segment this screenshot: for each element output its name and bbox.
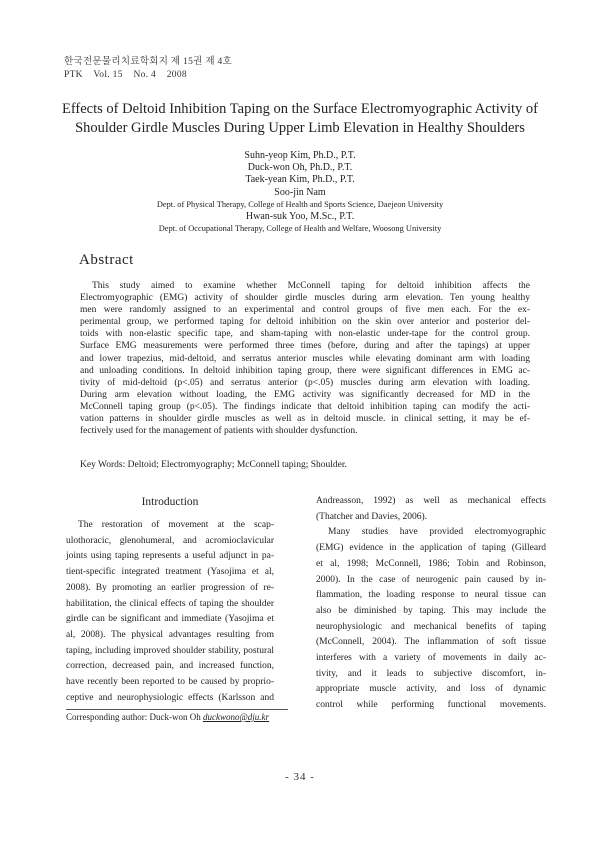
title-line-1: Effects of Deltoid Inhibition Taping on the Surface Electromyographic Activity of bbox=[61, 101, 539, 117]
author-name: Hwan-suk Yoo, M.Sc., P.T. bbox=[245, 211, 355, 223]
abstract-line: toids with non-elastic specific tape, and sham-taping with non-elastic under-tape for the control group. bbox=[80, 329, 530, 340]
author-name: Suhn-yeop Kim, Ph.D., P.T. bbox=[244, 150, 356, 161]
introduction-left-column bbox=[66, 494, 274, 706]
keywords: Key Words: Deltoid; Electromyography; McConnell taping; Shoulder. bbox=[80, 460, 347, 470]
body-line: 2000). In the case of neurogenic pain caused by in- bbox=[316, 574, 546, 585]
abstract-line: tivity of mid-deltoid (p<.05) and serratus anterior (p<.05) muscles during arm elevation with loading. bbox=[80, 377, 530, 388]
body-line: appropriate muscle activity, and loss of dynamic bbox=[316, 684, 546, 695]
corresponding-author-footnote bbox=[66, 712, 269, 722]
abstract-line: vation patterns in shoulder girdle muscles as well as in deltoid muscle. in clinical setting, it may be ef- bbox=[80, 414, 530, 425]
body-line: correction, decreased pain, and increased function, bbox=[66, 661, 274, 672]
body-line: (Thatcher and Davies, 2006). bbox=[316, 511, 428, 522]
abstract-line: During arm elevation without loading, the EMG activity was significantly decreased for MD in the bbox=[80, 389, 530, 400]
corresponding-author-label: Corresponding author: Duck-won Oh bbox=[66, 712, 203, 722]
author-block bbox=[40, 150, 560, 235]
journal-volume-line: PTK Vol. 15 No. 4 2008 bbox=[64, 70, 187, 80]
page-number: - 34 - bbox=[285, 771, 315, 783]
author-email-link[interactable]: duckwono@dju.kr bbox=[202, 712, 270, 722]
article-title bbox=[40, 100, 560, 138]
body-line: tient-specific integrated treatment (Yasojima et al, bbox=[66, 567, 274, 578]
introduction-right-column bbox=[316, 494, 546, 714]
body-line: habilitation, the clinical effects of taping the shoulder bbox=[66, 598, 274, 609]
body-line: The restoration of movement at the scap- bbox=[78, 520, 274, 530]
body-line: girdle can be significant and immediate (Yasojima et bbox=[66, 614, 274, 625]
abstract-line: Electromyographic (EMG) activity of shoulder girdle muscles during arm elevation. Ten young healthy bbox=[80, 293, 530, 304]
body-line: (McConnell, 2004). The inflammation of soft tissue bbox=[316, 637, 546, 648]
body-line: joints using taping represents a useful adjunct in pa- bbox=[66, 551, 274, 562]
author-affiliation: Dept. of Occupational Therapy, College of Health and Welfare, Woosong University bbox=[158, 224, 442, 234]
body-line: tivity, and it leads to subjective discomfort, in- bbox=[316, 668, 546, 679]
abstract-line: fectively used for the management of patients with shoulder dysfunction. bbox=[80, 426, 358, 437]
abstract-line: McConnell taping group (p<.05). The findings indicate that deltoid inhibition taping can modify the acti- bbox=[80, 401, 530, 412]
journal-header bbox=[64, 56, 232, 82]
body-line: also be diminished by taping. This may include the bbox=[316, 605, 546, 616]
body-line: neurophysiologic and mechanical benefits of taping bbox=[316, 621, 546, 632]
abstract-line: perimental group, we performed taping for deltoid inhibition on the skin over anterior and posterior del- bbox=[80, 317, 530, 328]
body-line: 2008). By promoting an earlier progression of re- bbox=[66, 582, 274, 593]
abstract-line: and unloading conditions. In deltoid inhibition taping group, there were significant differences in EMG ac- bbox=[80, 365, 530, 376]
body-line: interferes with a variety of movements in daily ac- bbox=[316, 653, 546, 664]
footnote-divider bbox=[66, 709, 288, 710]
journal-korean-name: 한국전문물리치료학회지 제 15권 제 4호 bbox=[64, 57, 233, 67]
body-line: taping, including improved shoulder stability, postural bbox=[66, 645, 274, 656]
author-name: Taek-yean Kim, Ph.D., P.T. bbox=[245, 174, 355, 186]
title-line-2: Shoulder Girdle Muscles During Upper Limb Elevation in Healthy Shoulders bbox=[75, 120, 525, 136]
body-line: ceptive and neurophysiologic effects (Karlsson and bbox=[66, 692, 274, 703]
body-line: et al, 1998; McConnell, 1986; Tobin and Robinson, bbox=[316, 558, 546, 569]
body-line: ulothoracic, glenohumeral, and acromioclavicular bbox=[66, 535, 274, 546]
abstract-line: This study aimed to examine whether McConnell taping for deltoid inhibition affects the bbox=[92, 281, 530, 291]
body-line: have recently been reported to be caused by proprio- bbox=[66, 677, 274, 688]
abstract-body bbox=[80, 280, 530, 437]
author-name: Duck-won Oh, Ph.D., P.T. bbox=[247, 162, 353, 174]
body-line: flammation, the loading response to neural tissue can bbox=[316, 590, 546, 601]
abstract-heading: Abstract bbox=[79, 252, 134, 268]
body-line: Andreasson, 1992) as well as mechanical effects bbox=[316, 496, 546, 506]
author-affiliation: Dept. of Physical Therapy, College of Health and Sports Science, Daejeon University bbox=[156, 199, 444, 209]
author-name: Soo-jin Nam bbox=[274, 186, 326, 198]
body-line: control while performing functional movements. bbox=[316, 700, 546, 711]
abstract-line: men were randomly assigned to an experimental and control groups of five men each. For the ex- bbox=[80, 305, 530, 316]
body-line: (EMG) evidence in the application of taping (Gilleard bbox=[316, 543, 546, 554]
body-line: Many studies have provided electromyographic bbox=[328, 527, 546, 538]
body-line: al, 2008). The physical advantages resulting from bbox=[66, 629, 274, 640]
abstract-line: and lower trapezius, mid-deltoid, and serratus anterior muscles while elevating dominant arm with loading bbox=[80, 353, 530, 364]
introduction-heading: Introduction bbox=[141, 496, 199, 508]
abstract-line: Surface EMG measurements were performed three times (before, during and after the tapings) at upper bbox=[80, 341, 530, 352]
